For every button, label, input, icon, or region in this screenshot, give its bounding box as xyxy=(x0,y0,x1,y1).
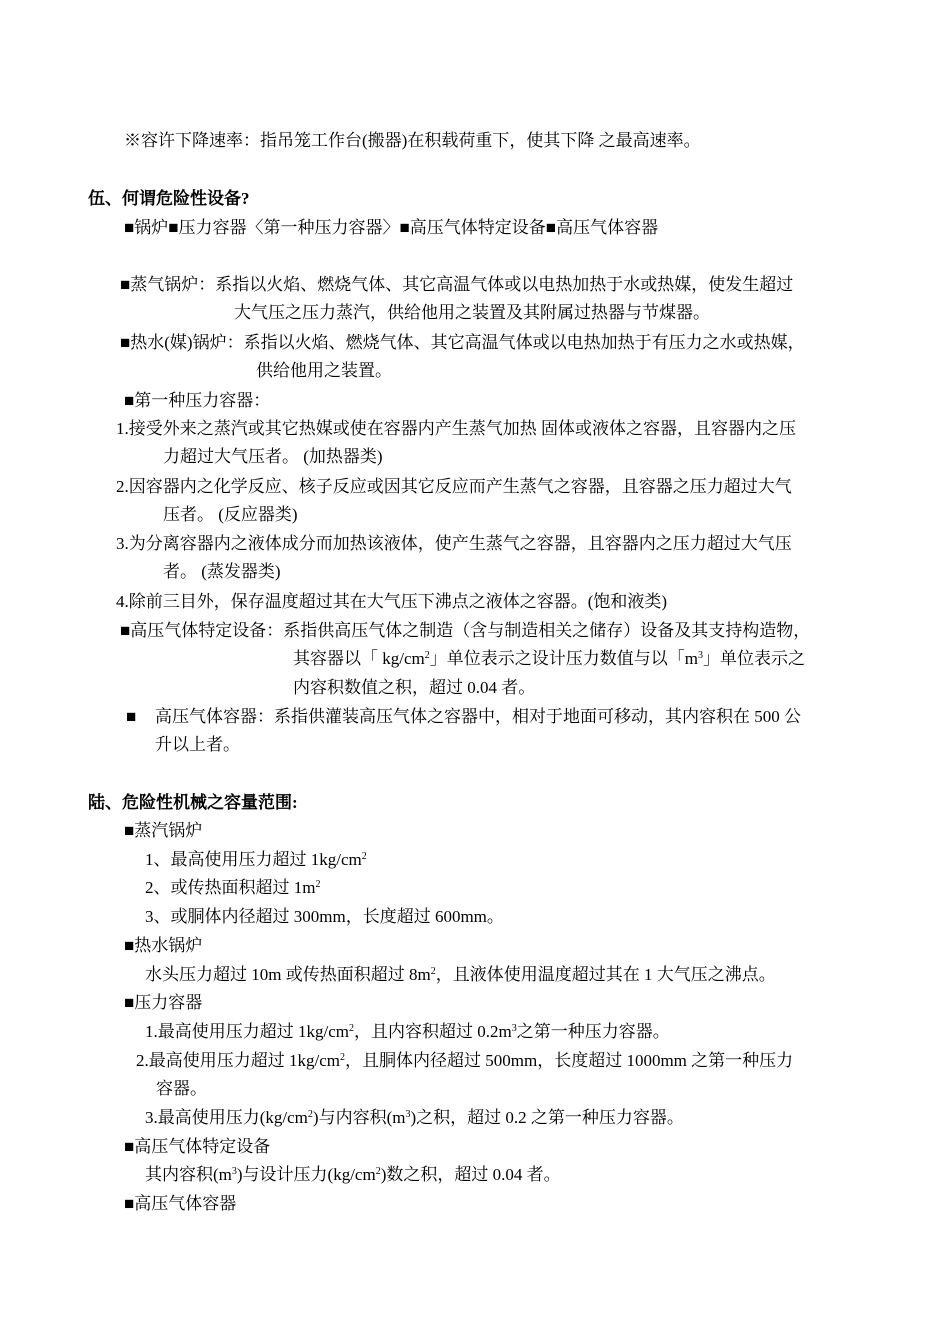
list-item-1-cont: 力超过大气压者。 (加热器类) xyxy=(163,447,383,466)
hp-gas-equipment-def-end: 内容积数值之积，超过 0.04 者。 xyxy=(293,678,536,697)
hot-water-boiler-heading: ■热水锅炉 xyxy=(124,936,203,955)
steam-boiler-def: ■蒸气锅炉：系指以火焰、燃烧气体、其它高温气体或以电热加热于水或热媒，使发生超过 xyxy=(120,275,794,294)
pressure-vessel-heading: ■压力容器 xyxy=(124,993,203,1012)
pressure-vessel-item-1: 1.最高使用压力超过 $1kg/cm^2$，且内容积超过 $0.2m^3$之第一种压力容器。 xyxy=(145,1022,670,1041)
hp-gas-container-def: 高压气体容器：系指供灌装高压气体之容器中，相对于地面可移动，其内容积在 500 公 xyxy=(155,707,801,726)
pressure-vessel-item-3: 3.最高使用压力$(kg/cm^2)$与内容积$(m^3)$之积，超过 0.2 之第一种压力容器。 xyxy=(145,1108,684,1127)
hp-gas-container-def-cont: 升以上者。 xyxy=(155,735,240,754)
first-pressure-vessel-heading: ■第一种压力容器： xyxy=(124,391,271,410)
hot-water-boiler-range: 水头压力超过 10m 或传热面积超过 $8m^2$，且液体使用温度超过其在 1 大气压之沸点。 xyxy=(145,965,776,984)
hot-water-boiler-def-cont: 供给他用之装置。 xyxy=(256,361,392,380)
hp-gas-equipment-def: ■高压气体特定设备：系指供高压气体之制造（含与制造相关之储存）设备及其支持构造物， xyxy=(120,621,811,640)
steam-boiler-item-3: 3、或胴体内径超过 300mm，长度超过 600mm。 xyxy=(145,907,504,926)
hp-gas-equipment-heading: ■高压气体特定设备 xyxy=(124,1137,271,1156)
list-item-2-cont: 压者。 (反应器类) xyxy=(163,505,298,524)
list-item-4: 4.除前三目外，保存温度超过其在大气压下沸点之液体之容器。(饱和液类) xyxy=(116,592,668,611)
section-6-title: 陆、危险性机械之容量范围: xyxy=(88,793,298,812)
steam-boiler-item-2: 2、或传热面积超过 $1m^2$ xyxy=(145,878,321,897)
steam-boiler-heading: ■蒸汽锅炉 xyxy=(124,821,203,840)
list-item-1: 1.接受外来之蒸汽或其它热媒或使在容器内产生蒸气加热 固体或液体之容器，且容器内之压 xyxy=(116,419,796,438)
bullet-icon: ■ xyxy=(126,707,137,726)
hot-water-boiler-def: ■热水(媒)锅炉：系指以火焰、燃烧气体、其它高温气体或以电热加热于有压力之水或热媒， xyxy=(120,333,805,352)
list-item-3-cont: 者。 (蒸发器类) xyxy=(163,562,281,581)
steam-boiler-item-1: 1、最高使用压力超过 $1kg/cm^2$ xyxy=(145,850,367,869)
list-item-2: 2.因容器内之化学反应、核子反应或因其它反应而产生蒸气之容器，且容器之压力超过大气 xyxy=(116,477,792,496)
line-descent-rate: ※容许下降速率：指吊笼工作台(搬器)在积载荷重下，使其下降 之最高速率。 xyxy=(124,131,701,150)
pressure-vessel-item-2-cont: 容器。 xyxy=(156,1079,207,1098)
pressure-vessel-item-2: 2.最高使用压力超过 $1kg/cm^2$，且胴体内径超过 500mm，长度超过 1000mm 之第一种压力 xyxy=(136,1051,794,1070)
list-item-3: 3.为分离容器内之液体成分而加热该液体，使产生蒸气之容器，且容器内之压力超过大气压 xyxy=(116,534,792,553)
section-5-title: 伍、何谓危险性设备? xyxy=(88,189,250,208)
equipment-list: ■锅炉■压力容器〈第一种压力容器〉■高压气体特定设备■高压气体容器 xyxy=(124,218,659,237)
steam-boiler-def-cont: 大气压之压力蒸汽，供给他用之装置及其附属过热器与节煤器。 xyxy=(234,303,710,322)
hp-gas-container-heading: ■高压气体容器 xyxy=(124,1194,237,1213)
hp-gas-equipment-def-cont: 其容器以「 $kg/cm^2$」单位表示之设计压力数值与以「$m^3$」单位表示之 xyxy=(293,649,805,668)
hp-gas-equipment-range: 其内容积$(m^3)$与设计压力$(kg/cm^2)$数之积，超过 0.04 者。 xyxy=(145,1165,561,1184)
